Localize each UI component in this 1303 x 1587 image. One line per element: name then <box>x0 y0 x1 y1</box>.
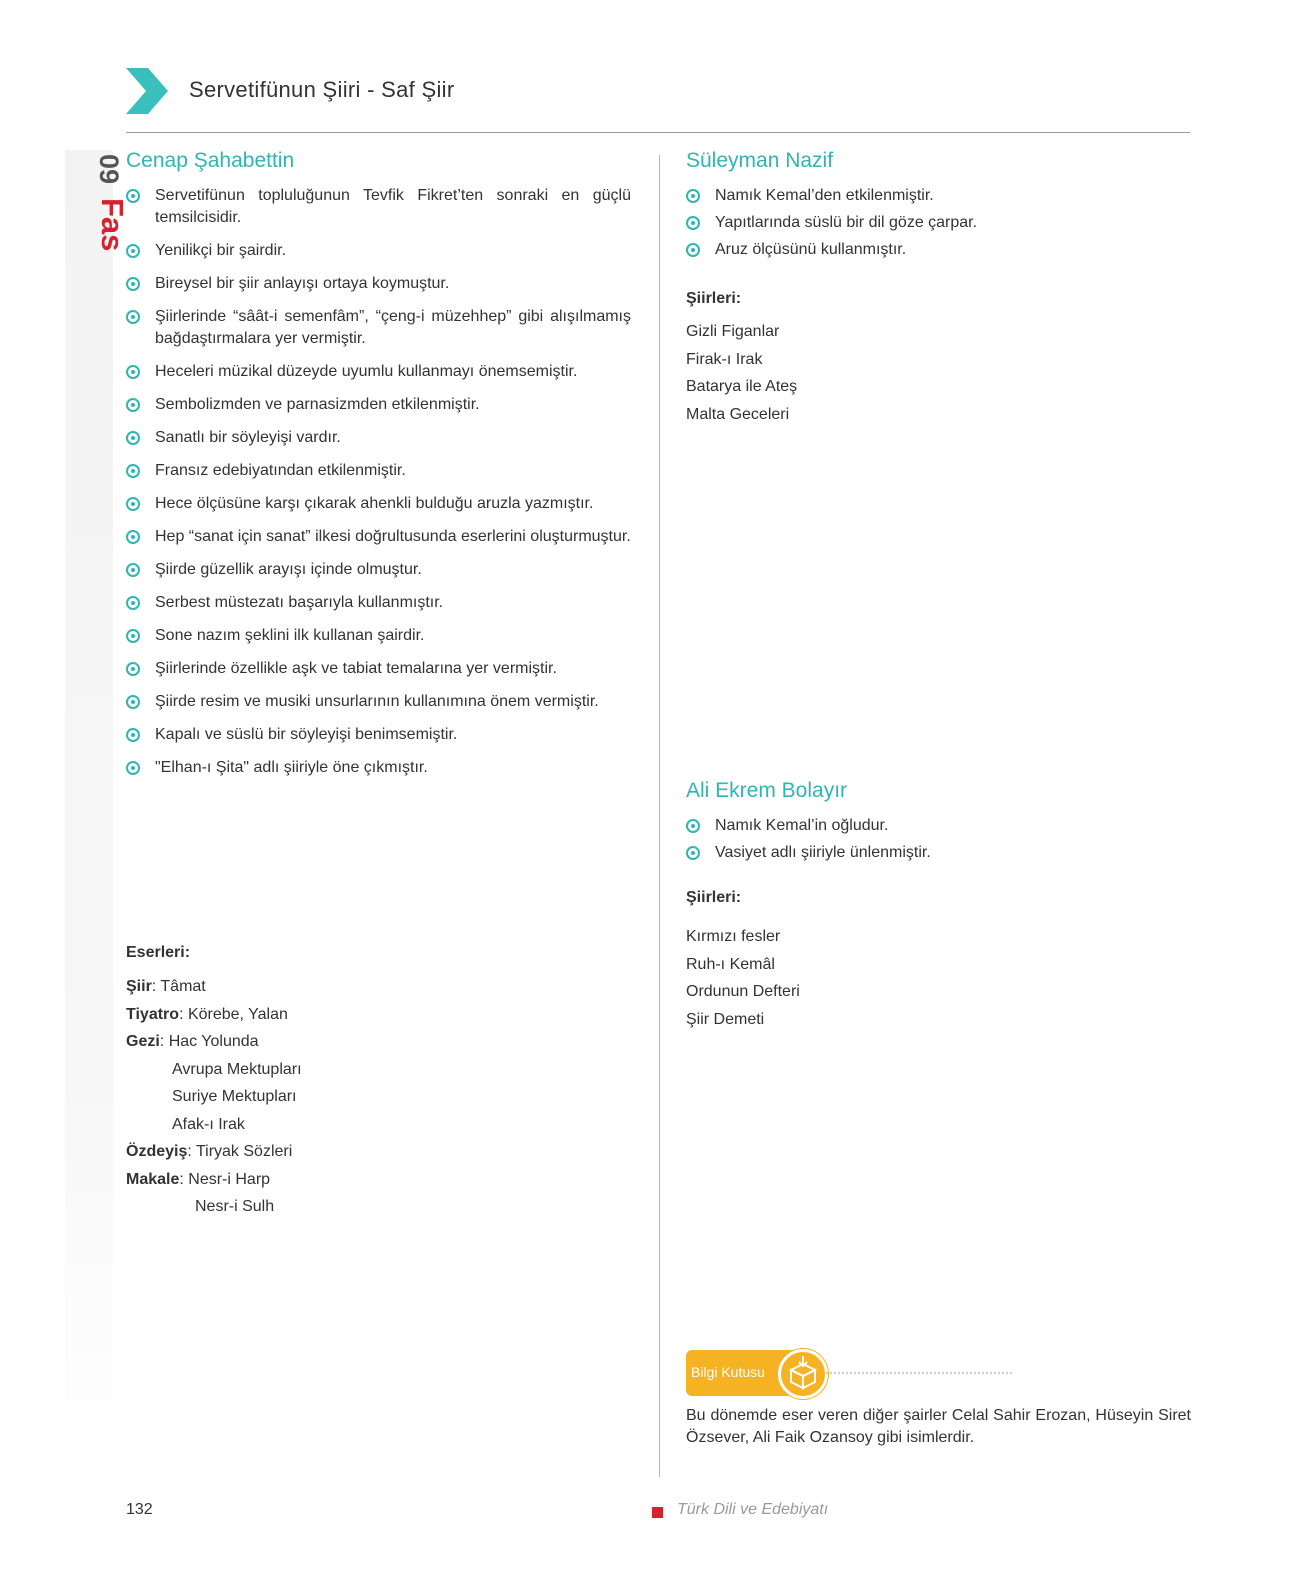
suleyman-section <box>686 149 1191 266</box>
list-item: Aruz ölçüsünü kullanmıştır. <box>686 239 1191 261</box>
bullet-icon <box>126 662 140 676</box>
list-item: Ordunun Defteri <box>686 983 800 1000</box>
poems-heading: Şiirleri: <box>686 290 742 307</box>
bullet-icon <box>126 398 140 412</box>
fasikul-number: 09 <box>94 154 124 185</box>
list-item: Şiirde resim ve musiki unsurlarının kullanımına önem vermiştir. <box>126 691 631 713</box>
sidebar-strip <box>65 150 113 1480</box>
list-item: "Elhan-ı Şita" adlı şiiriyle öne çıkmıştır. <box>126 757 631 779</box>
header-divider <box>126 132 1190 133</box>
fasikul-badge <box>72 150 130 254</box>
list-item: Fransız edebiyatından etkilenmiştir. <box>126 460 631 482</box>
works-ozdeyis: Özdeyiş: Tiryak Sözleri <box>126 1143 293 1160</box>
list-item: Şiirlerinde özellikle aşk ve tabiat temalarına yer vermiştir. <box>126 658 631 680</box>
footer-square-icon <box>652 1507 663 1518</box>
page-number: 132 <box>126 1501 153 1518</box>
cenap-bullets <box>126 185 631 779</box>
list-item: Malta Geceleri <box>686 405 790 423</box>
page-title: Servetifünun Şiiri - Saf Şiir <box>189 77 455 102</box>
list-item: Firak-ı Irak <box>686 350 763 368</box>
works-makale: Makale: Nesr-i Harp <box>126 1170 271 1188</box>
ali-section <box>686 779 1191 869</box>
bullet-icon <box>126 310 140 324</box>
list-item: Yapıtlarında süslü bir dil göze çarpar. <box>686 212 1191 234</box>
list-item: Kırmızı fesler <box>686 928 781 945</box>
cenap-section <box>126 149 631 790</box>
suleyman-bullets <box>686 185 1191 261</box>
list-item: Sembolizmden ve parnasizmden etkilenmiştir. <box>126 394 631 416</box>
bullet-icon <box>126 695 140 709</box>
bullet-icon <box>126 563 140 577</box>
bullet-icon <box>686 189 700 203</box>
list-item: Sone nazım şeklini ilk kullanan şairdir. <box>126 625 631 647</box>
bullet-icon <box>686 243 700 257</box>
info-box-label: Bilgi Kutusu <box>691 1364 765 1380</box>
bullet-icon <box>126 530 140 544</box>
works-siir: Şiir: Tâmat <box>126 978 206 995</box>
box-icon <box>778 1349 828 1399</box>
list-item: Namık Kemal’in oğludur. <box>686 815 1191 837</box>
cenap-title: Cenap Şahabettin <box>126 149 295 172</box>
chevron-right-icon <box>126 68 168 114</box>
bullet-icon <box>126 596 140 610</box>
ali-bullets <box>686 815 1191 864</box>
bullet-icon <box>126 728 140 742</box>
list-item: Ruh-ı Kemâl <box>686 955 775 973</box>
list-item: Batarya ile Ateş <box>686 378 798 395</box>
works-gezi-item: Suriye Mektupları <box>172 1088 297 1105</box>
works-heading: Eserleri: <box>126 944 191 961</box>
works-gezi: Gezi: Hac Yolunda <box>126 1033 259 1050</box>
works-makale-item: Nesr-i Sulh <box>195 1198 275 1215</box>
list-item: Heceleri müzikal düzeyde uyumlu kullanmayı önemsemiştir. <box>126 361 631 383</box>
works-tiyatro: Tiyatro: Körebe, Yalan <box>126 1005 288 1023</box>
list-item: Serbest müstezatı başarıyla kullanmıştır. <box>126 592 631 614</box>
list-item: Bireysel bir şiir anlayışı ortaya koymuştur. <box>126 273 631 295</box>
works-gezi-item: Avrupa Mektupları <box>172 1060 302 1078</box>
column-divider <box>659 155 660 1477</box>
bullet-icon <box>126 277 140 291</box>
fasikul-label: Fas <box>95 198 130 252</box>
list-item: Hece ölçüsüne karşı çıkarak ahenkli bulduğu aruzla yazmıştır. <box>126 493 631 515</box>
list-item: Şiirde güzellik arayışı içinde olmuştur. <box>126 559 631 581</box>
info-box-header <box>686 1350 1016 1398</box>
bullet-icon <box>126 497 140 511</box>
bullet-icon <box>686 216 700 230</box>
package-icon <box>781 1352 825 1396</box>
list-item: Namık Kemal’den etkilenmiştir. <box>686 185 1191 207</box>
bullet-icon <box>126 761 140 775</box>
bullet-icon <box>126 189 140 203</box>
bullet-icon <box>126 629 140 643</box>
list-item: Şiir Demeti <box>686 1010 765 1028</box>
list-item: Servetifünun topluluğunun Tevfik Fikret’ten sonraki en güçlü temsilcisidir. <box>126 185 631 229</box>
list-item: Kapalı ve süslü bir söyleyişi benimsemiştir. <box>126 724 631 746</box>
footer-book-title: Türk Dili ve Edebiyatı <box>677 1501 829 1518</box>
poems-heading: Şiirleri: <box>686 889 742 906</box>
suleyman-title: Süleyman Nazif <box>686 149 834 172</box>
cenap-works <box>126 944 631 1221</box>
bullet-icon <box>126 244 140 258</box>
list-item: Vasiyet adlı şiiriyle ünlenmiştir. <box>686 842 1191 864</box>
ali-poems <box>686 889 800 1033</box>
ali-title: Ali Ekrem Bolayır <box>686 779 848 802</box>
list-item: Yenilikçi bir şairdir. <box>126 240 631 262</box>
works-gezi-item: Afak-ı Irak <box>172 1115 245 1133</box>
list-item: Hep “sanat için sanat” ilkesi doğrultusunda eserlerini oluşturmuştur. <box>126 526 631 548</box>
list-item: Gizli Figanlar <box>686 323 780 340</box>
bullet-icon <box>126 365 140 379</box>
suleyman-poems <box>686 290 797 428</box>
list-item: Sanatlı bir söyleyişi vardır. <box>126 427 631 449</box>
list-item: Şiirlerinde “sâât-i semenfâm”, “çeng-i müzehhep” gibi alışılmamış bağdaştırmalara yer vermiştir. <box>126 306 631 350</box>
info-box-text: Bu dönemde eser veren diğer şairler Celal Sahir Erozan, Hüseyin Siret Özsever, Ali Faik Ozansoy gibi isimlerdir. <box>686 1407 1191 1446</box>
bullet-icon <box>126 431 140 445</box>
bullet-icon <box>686 846 700 860</box>
bullet-icon <box>126 464 140 478</box>
info-box-dots <box>826 1372 1012 1374</box>
bullet-icon <box>686 819 700 833</box>
